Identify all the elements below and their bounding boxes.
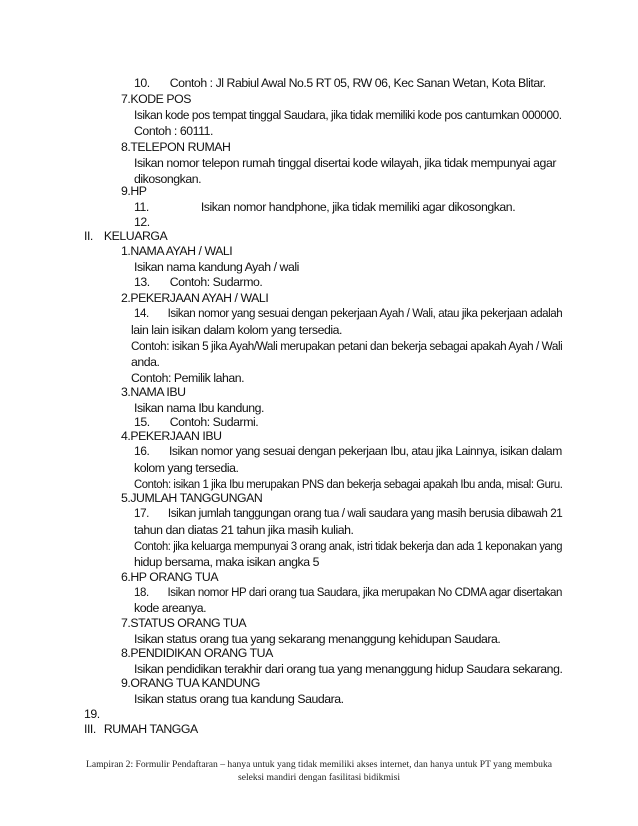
paragraph-number: 16. [134,444,150,458]
section-title: RUMAH TANGGA [103,722,198,736]
item-title: HP ORANG TUA [130,570,219,584]
paragraph-text: Isikan nomor yang sesuai dengan pekerjaan Ibu, atau jika Lainnya, isikan dalam [169,444,562,458]
numbered-paragraph [134,274,262,290]
paragraph: Isikan nomor telepon rumah tinggal disertai kode wilayah, jika tidak mempunyai agar [134,156,556,170]
section-item-heading [121,183,147,199]
item-title: HP [130,184,147,198]
item-number: 7. [121,92,131,106]
item-number: 7. [121,616,131,630]
paragraph: tahun dan diatas 21 tahun jika masih kuliah. [134,523,354,537]
footer-line: seleksi mandiri dengan fasilitasi bidikmisi [237,772,400,783]
item-number: 6. [121,570,131,584]
paragraph: Contoh: Pemilik lahan. [131,371,245,385]
item-title: PEKERJAAN AYAH / WALI [130,291,269,305]
paragraph: kode areanya. [134,601,207,615]
paragraph: Isikan nama kandung Ayah / wali [134,260,299,274]
section-item-heading [121,139,230,155]
paragraph-number: 13. [134,275,150,289]
section-number: III. [84,722,96,736]
section-heading [84,228,167,244]
item-number: 4. [121,429,131,443]
section-title: KELUARGA [103,229,168,243]
item-number: 2. [121,291,131,305]
paragraph: dikosongkan. [134,172,202,186]
paragraph: Contoh: jika keluarga mempunyai 3 orang anak, istri tidak bekerja dan ada 1 keponakan yang [134,539,563,553]
paragraph: Contoh: isikan 1 jika Ibu merupakan PNS dan bekerja sebagai apakah Ibu anda, misal: Guru. [134,477,563,491]
paragraph: Isikan kode pos tempat tinggal Saudara, jika tidak memiliki kode pos cantumkan 000000. [134,108,562,122]
section-item-heading [121,243,232,259]
item-number: 8. [121,646,131,660]
item-title: TELEPON RUMAH [130,140,231,154]
section-item-heading [121,384,186,400]
section-item-heading [121,490,262,506]
item-number: 1. [121,244,131,258]
item-title: JUMLAH TANGGUNGAN [130,491,263,505]
paragraph: lain lain isikan dalam kolom yang tersedia. [131,323,342,337]
section-item-heading [121,91,191,107]
numbered-paragraph [134,505,562,521]
paragraph: kolom yang tersedia. [134,461,239,475]
item-number: 3. [121,385,131,399]
numbered-paragraph [134,199,515,215]
item-title: NAMA IBU [130,385,186,399]
paragraph-number: 15. [134,415,150,429]
item-title: NAMA AYAH / WALI [130,244,233,258]
paragraph: Contoh : 60111. [134,124,213,138]
section-number: II. [84,229,93,243]
paragraph: Isikan status orang tua yang sekarang menanggung kehidupan Saudara. [134,632,501,646]
section-heading [84,721,198,737]
section-item-heading [121,569,218,585]
footer-line: Lampiran 2: Formulir Pendaftaran – hanya untuk yang tidak memiliki akses internet, dan hanya untuk PT yang membuka [85,759,553,770]
section-item-heading [121,615,246,631]
section-item-heading [121,428,222,444]
section-item-heading [121,290,268,306]
item-title: STATUS ORANG TUA [130,616,247,630]
paragraph-number: 12. [134,215,150,229]
item-number: 9. [121,184,131,198]
numbered-paragraph [134,75,546,91]
item-title: KODE POS [130,92,191,106]
paragraph-number: 19. [84,707,100,721]
paragraph-text: Contoh: Sudarmo. [169,275,263,289]
paragraph-text: Contoh: Sudarmi. [169,415,259,429]
paragraph-text: Isikan jumlah tanggungan orang tua / wali saudara yang masih berusia dibawah 21 [167,506,563,520]
item-number: 9. [121,676,131,690]
paragraph: Isikan status orang tua kandung Saudara. [134,692,344,706]
item-title: PEKERJAAN IBU [130,429,222,443]
numbered-paragraph [134,584,562,600]
paragraph-text: Isikan nomor HP dari orang tua Saudara, jika merupakan No CDMA agar disertakan [167,585,562,599]
numbered-paragraph [134,305,562,321]
item-number: 8. [121,140,131,154]
paragraph-number: 14. [134,306,149,320]
paragraph: Isikan nama Ibu kandung. [134,401,265,415]
item-title: ORANG TUA KANDUNG [130,676,260,690]
section-item-heading [121,645,273,661]
numbered-paragraph [134,443,562,459]
paragraph-text: Isikan nomor yang sesuai dengan pekerjaan Ayah / Wali, atau jika pekerjaan adalah [167,306,563,320]
paragraph-text: Contoh : Jl Rabiul Awal No.5 RT 05, RW 06, Kec Sanan Wetan, Kota Blitar. [169,76,546,90]
paragraph-text: Isikan nomor handphone, jika tidak memiliki agar dikosongkan. [200,200,516,214]
paragraph: anda. [131,355,160,369]
section-item-heading [121,675,260,691]
paragraph: Contoh: isikan 5 jika Ayah/Wali merupakan petani dan bekerja sebagai apakah Ayah / Wali [131,339,563,353]
paragraph-number: 18. [134,585,149,599]
item-number: 5. [121,491,131,505]
paragraph-number: 11. [134,200,149,214]
numbered-paragraph [84,706,100,722]
paragraph: hidup bersama, maka isikan angka 5 [134,555,319,569]
paragraph-number: 10. [134,76,150,90]
item-title: PENDIDIKAN ORANG TUA [130,646,273,660]
page-footer [60,758,578,784]
paragraph: Isikan pendidikan terakhir dari orang tua yang menanggung hidup Saudara sekarang. [134,662,563,676]
paragraph-number: 17. [134,506,149,520]
